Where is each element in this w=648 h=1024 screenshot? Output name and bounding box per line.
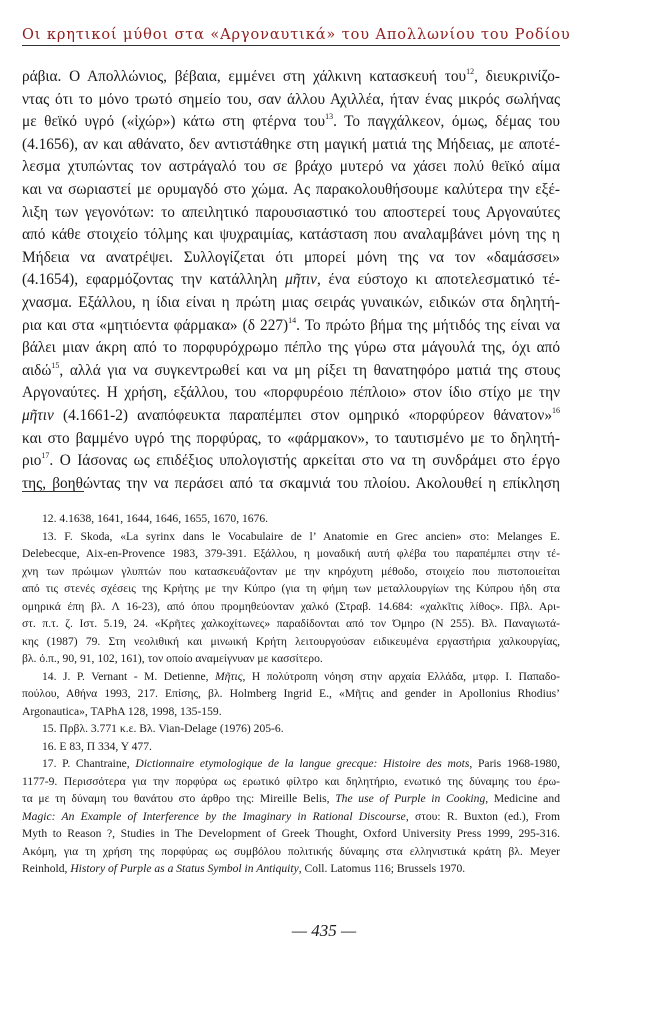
- main-text: [22, 66, 560, 495]
- text-line: [22, 292, 560, 315]
- text-run: , Coll. Latomus 116; Brussels 1970.: [298, 862, 466, 875]
- footnote-line: [22, 510, 560, 528]
- text-run: κης (1987) 79. Στη νεολιθική και μινωική Κρήτη λειτουργούσαν ειδικευμένα εργαστήρια χαλκουργίας,: [22, 634, 560, 648]
- text-run: και να σωριαστεί με ορυμαγδό στο χώμα. Ας παρακολουθήσουμε καλύτερα την εξέ-: [22, 180, 560, 198]
- footnote-line: [22, 825, 560, 843]
- text-run: (4.1656), αν και αθάνατο, δεν αντιστάθηκε στη μαγική ματιά της Μήδειας, με αποτέ-: [22, 135, 560, 153]
- text-run: Argonautica», TAPhA 128, 1998, 135-159.: [22, 704, 222, 718]
- text-line: [22, 202, 560, 225]
- footnote-ref: 15: [51, 360, 60, 370]
- text-run: , Medicine and: [485, 792, 560, 805]
- footnote-line: [22, 545, 560, 563]
- text-run: . Το παγχάλκεον, όμως, δέμας του: [333, 113, 560, 131]
- footnote-line: [22, 860, 560, 878]
- text-line: [22, 428, 560, 451]
- text-run: 15. Πρβλ. 3.771 κ.ε. Βλ. Vian-Delage (1976) 205-6.: [42, 722, 284, 735]
- footnote-line: [22, 528, 560, 546]
- text-run: ρια και στα «μητιόεντα φάρμακα» (δ 227): [22, 316, 289, 334]
- footnote-ref: 13: [325, 112, 334, 122]
- footnote-line: [22, 755, 560, 773]
- text-run: και στο βαμμένο υγρό της πορφύρας, το «φάρμακον», το ταυτισμένο με το δηλητή-: [22, 429, 560, 447]
- footnote-line: [22, 720, 560, 738]
- italic-text: Magic: An Example of Interference by the Imaginary in Rational Discourse: [22, 809, 406, 823]
- text-run: 12. 4.1638, 1641, 1644, 1646, 1655, 1670, 1676.: [42, 512, 269, 525]
- text-run: από κάθε στοιχείο τόλμης και ψυχραιμίας, κατάσταση που αναλαμβάνει μόνη της η: [22, 226, 560, 244]
- text-line: [22, 450, 560, 473]
- footnote-line: [22, 580, 560, 598]
- text-line: [22, 315, 560, 338]
- text-run: (4.1654), εφαρμόζοντας την κατάλληλη: [22, 271, 286, 289]
- footnote-ref: 12: [466, 67, 475, 76]
- text-run: 16. Ε 83, Π 334, Υ 477.: [42, 739, 152, 753]
- footnote-line: [22, 598, 560, 616]
- text-line: [22, 247, 560, 270]
- footnote-line: [22, 633, 560, 651]
- text-run: ριο: [22, 452, 42, 470]
- text-run: , ένα εύστοχο κι αποτελεσματικό τέ-: [316, 271, 560, 289]
- text-run: χνη των πρώιμων γλυπτών που κατασκευάζονταν με την κηρόχυτη μέθοδο, στοιχείο που πιστοποιείται: [22, 564, 560, 578]
- text-run: τα με τη δύναμη του θανάτου στο άρθρο της: Mireille Belis,: [22, 792, 336, 805]
- footnote-ref: 16: [552, 405, 560, 415]
- italic-text: History of Purple as a Status Symbol in Antiquity: [70, 862, 299, 875]
- text-line: [22, 156, 560, 179]
- footnote-ref: 14: [288, 315, 297, 325]
- text-run: με θεϊκό υγρό («ἰχώρ») κάτω στη φτέρνα του: [22, 113, 326, 131]
- text-run: στ. π.τ. ζ. Ιστ. 5.19, 24. «Κρῆτες χαλκοχίτωνες» παραδίδονται από τον Όμηρο (Ν 255). Βλ. Παναγιωτά-: [22, 617, 560, 630]
- footnote-line: [22, 808, 560, 826]
- text-line: [22, 89, 560, 112]
- text-run: , στου: R. Buxton (ed.), From: [405, 809, 560, 823]
- text-run: βάλει μιαν άκρη από το πορφυρόχρωμο πέπλο της γύρω στα μάγουλά της, όχι από: [22, 339, 560, 357]
- text-line: [22, 134, 560, 157]
- text-run: ράβια. Ο Απολλώνιος, βέβαια, εμμένει στη χάλκινη κατασκευή του: [22, 68, 467, 85]
- text-run: χνασμα. Εξάλλου, η ίδια είναι η πρώτη μιας σειράς γυναικών, ειδικών στα δηλητή-: [22, 293, 560, 311]
- text-run: (4.1661-2) αναπόφευκτα παραπέμπει στον ομηρικό «πορφύρεον θάνατον»: [53, 406, 552, 424]
- text-line: [22, 382, 560, 405]
- italic-text: Μῆτις,: [214, 669, 246, 683]
- text-run: Myth to Reason ?, Studies in The Development of Greek Thought, Oxford University Press 1999, 295-316.: [22, 827, 560, 840]
- text-run: Η πολύτροπη νόηση στην αρχαία Ελλάδα, μτφρ. Ι. Παπαδο-: [245, 669, 560, 683]
- text-line: [22, 360, 560, 383]
- text-line: [22, 179, 560, 202]
- footnote-line: [22, 790, 560, 808]
- text-line: [22, 473, 560, 496]
- text-run: της, βοηθώντας την να περάσει από τα σκαμνιά του πλοίου. Ακολουθεί η επίκληση: [22, 474, 560, 492]
- text-line: [22, 111, 560, 134]
- footnote-line: [22, 650, 560, 668]
- running-header: Οι κρητικοί μύθοι στα «Αργοναυτικά» του Απολλωνίου του Ροδίου: [22, 27, 560, 46]
- text-run: Αργοναύτες. Η χρήση, εξάλλου, του «πορφυρέοιο πέπλοιο» στον ίδιο στίχο με την: [22, 384, 560, 402]
- text-run: πούλου, Αθήνα 1993, 217. Επίσης, βλ. Holmberg Ingrid E., «Μῆτις and gender in Apollonius Rhodius’: [22, 687, 560, 700]
- text-run: , αλλά για να συγκεντρωθεί και να μη ρίξει τη θανατηφόρο ματιά της στους: [59, 361, 560, 379]
- text-run: Ακόμη, για τη χρήση της πορφύρας ως συμβόλου πολιτικής δύναμης στα ελληνιστικά κράτη βλ. Meyer: [22, 844, 560, 858]
- footnote-divider: [22, 491, 84, 492]
- footnote-line: [22, 668, 560, 686]
- text-run: από τις στενές σχέσεις της Κρήτης με την Κύπρο (για τη φήμη των μεταλλουργίων της Κύπρου ήδη στα: [22, 582, 560, 595]
- italic-text: μῆτιν: [22, 406, 54, 424]
- text-run: , διευκρινίζο-: [474, 68, 560, 85]
- italic-text: The use of Purple in Cooking: [335, 792, 486, 805]
- footnote-line: [22, 615, 560, 633]
- footnote-ref: 17: [41, 451, 50, 461]
- text-line: [22, 66, 560, 89]
- text-line: [22, 269, 560, 292]
- text-run: Μήδεια να ανατρέψει. Συλλογίζεται ότι μπορεί μόνη της να τον «δαμάσσει»: [22, 248, 560, 266]
- text-run: Reinhold,: [22, 862, 71, 875]
- italic-text: μῆτιν: [285, 271, 317, 289]
- italic-text: Dictionnaire etymologique de la langue grecque: Histoire des mots: [135, 757, 470, 770]
- text-run: βλ. ό.π., 90, 91, 102, 161), τον οποίο αναμείγνυαν με κασσίτερο.: [22, 652, 323, 665]
- text-line: [22, 405, 560, 428]
- text-run: 14. J. P. Vernant - M. Detienne,: [42, 669, 215, 683]
- footnote-line: [22, 685, 560, 703]
- footnote-line: [22, 563, 560, 581]
- text-run: 1177-9. Περισσότερα για την πορφύρα ως ερωτικό φίλτρο και δηλητήριο, ενωτικό της δύναμης του έρω-: [22, 774, 560, 788]
- text-run: , Paris 1968-1980,: [469, 757, 560, 770]
- text-run: 17. P. Chantraine,: [42, 757, 136, 770]
- text-run: Delebecque, Aix-en-Provence 1983, 379-391. Εξάλλου, η μοναδική αυτή φλέβα του παραπέμπει στην τέ-: [22, 547, 560, 560]
- text-run: . Ο Ιάσονας ως επιδέξιος υπολογιστής αρκείται στο να τη συνδράμει στο έργο: [49, 452, 560, 470]
- footnotes: [22, 510, 560, 878]
- text-run: ομηρικά έπη βλ. Λ 16-23), από όπου προμηθεύονταν χαλκό (Στραβ. 14.684: «χαλκῖτις λίθος». Πβλ. Αρι-: [22, 599, 560, 613]
- footnote-line: [22, 738, 560, 756]
- text-run: λεσμα χτυπώντας τον αστράγαλό του σε βράχο μυτερό να χάσει πολύ θεϊκό αίμα: [22, 158, 560, 176]
- text-run: ντας ότι το μόνο τρωτό σημείο του, σαν άλλου Αχιλλέα, ήταν ένας μικρός σωλήνας: [22, 90, 560, 108]
- footnote-line: [22, 703, 560, 721]
- text-run: λιξη των γεγονότων: το απειλητικό παρουσιαστικό του αποστερεί τους Αργοναύτες: [22, 203, 560, 221]
- text-line: [22, 224, 560, 247]
- text-run: 13. F. Skoda, «La syrinx dans le Vocabulaire de l’ Anatomie en Grec ancien» στο: Melanges E.: [42, 529, 560, 543]
- page-number: — 435 —: [291, 921, 357, 940]
- text-line: [22, 337, 560, 360]
- footnote-line: [22, 773, 560, 791]
- footnote-line: [22, 843, 560, 861]
- text-run: . Το πρώτο βήμα της μήτιδός της είναι να: [296, 316, 560, 334]
- text-run: αιδώ: [22, 361, 52, 379]
